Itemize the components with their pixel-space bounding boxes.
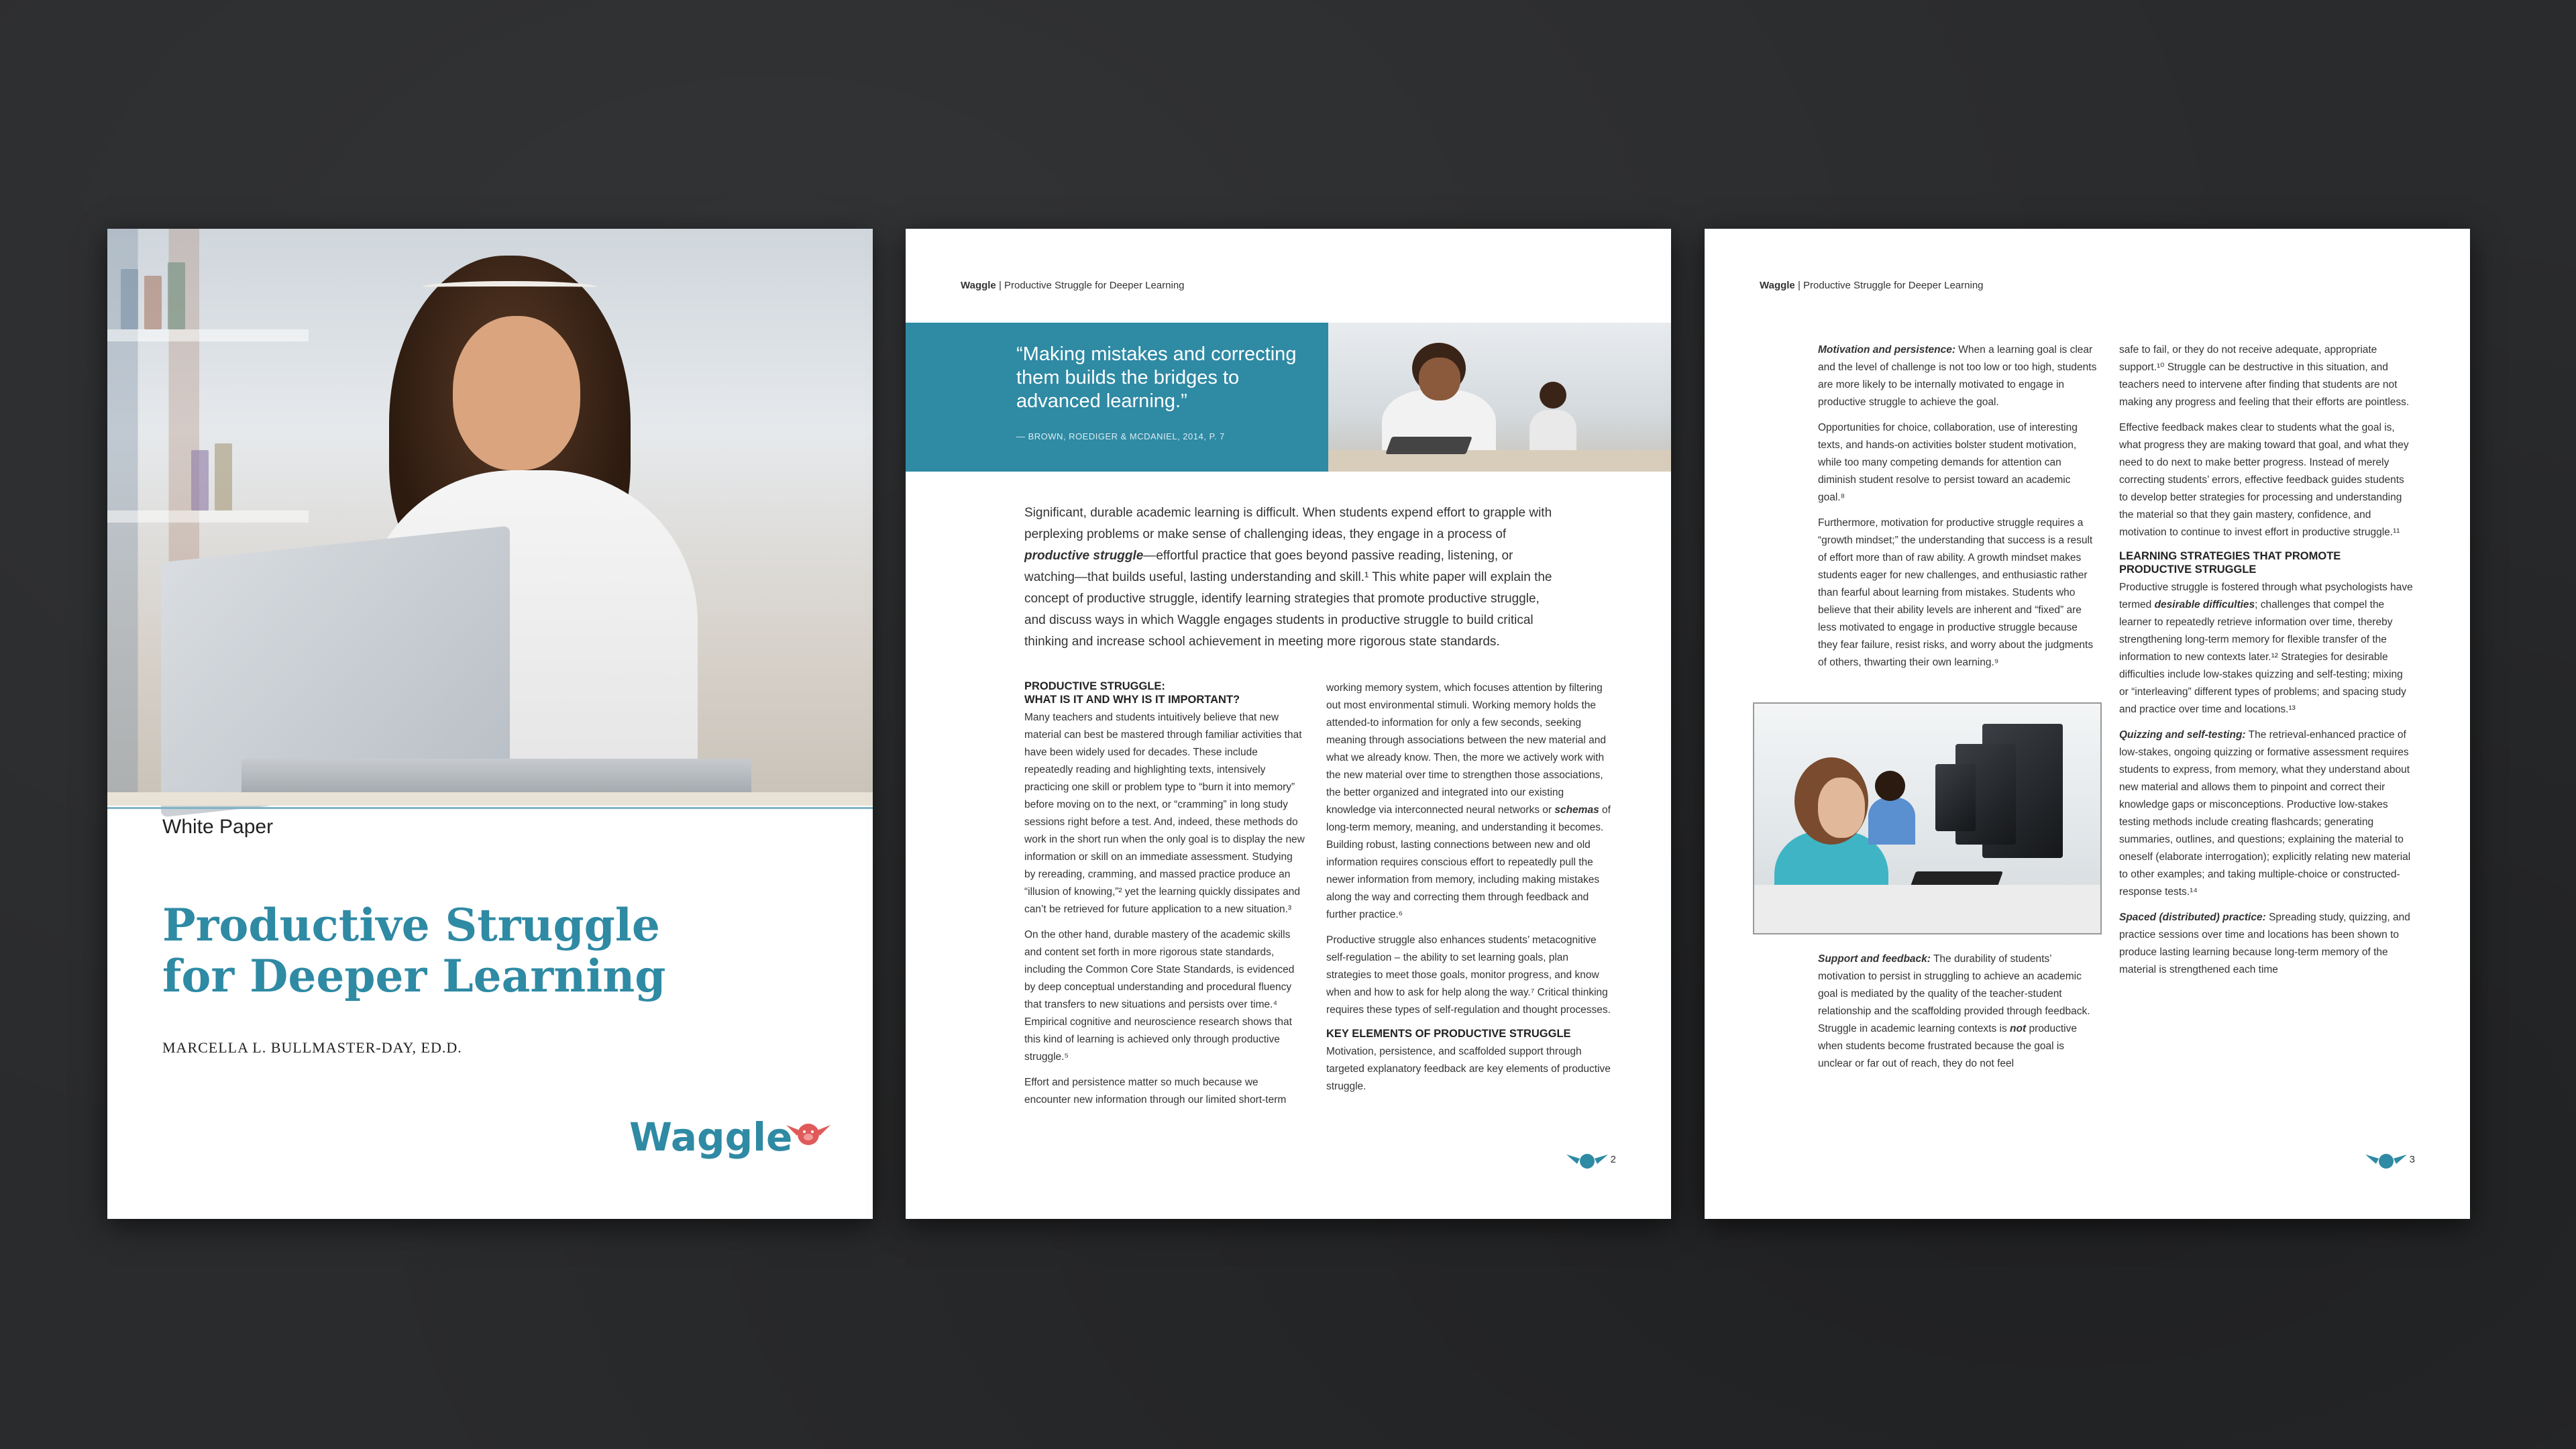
paragraph: Many teachers and students intuitively believe that new material can best be mastered through familiar activities that have been widely used for decades. These include repeatedly reading and highlighting texts, intensively practicing one skill or problem type to “burn it into memory” before moving on to the next, or “cramming” in long study sessions right before a test. And, indeed, these methods do work in the short run when the only goal is to display the new information or skill on an immediate assessment. Studying by rereading, cramming, and massed practice produce an “illusion of knowing,”² yet the learning quickly dissipates and can’t be retrieved for future application to a new situation.³ (1024, 712, 1305, 915)
running-head-title: Productive Struggle for Deeper Learning (1004, 280, 1185, 291)
desk (1328, 450, 1671, 472)
intro-paragraph (1024, 502, 1561, 653)
book (144, 276, 162, 329)
heading-line: WHAT IS IT AND WHY IS IT IMPORTANT? (1024, 694, 1240, 706)
bookshelf (107, 329, 309, 341)
running-head-separator: | (996, 280, 1005, 291)
book (168, 262, 185, 329)
paragraph-lead-in: Support and feedback: (1818, 953, 1931, 965)
paragraph (2119, 727, 2414, 901)
paragraph: On the other hand, durable mastery of the academic skills and content set forth in more rigorous state standards, including the Common Core State Standards, is evidenced by deep conceptual understanding and procedural fluency that transfers to new situations and persists over time.⁴ Empirical cognitive and neuroscience research shows that this kind of learning is achieved only through productive struggle.⁵ (1024, 929, 1295, 1063)
girl-face (1818, 777, 1865, 838)
paragraph-emphasis: desirable difficulties (2154, 599, 2255, 610)
child-head (1875, 771, 1905, 801)
paragraph (1818, 341, 2100, 411)
intro-text: —effortful practice that goes beyond passive reading, listening, or watching—that builds useful, lasting understanding and skill.¹ This white paper will explain the concept of productive struggle, identify learning strategies that promote productive struggle, and discuss ways in which Waggle engages students in productive struggle to build critical thinking and increase school achievement in meeting more rigorous state standards. (1024, 549, 1552, 649)
student-head (1540, 382, 1566, 409)
paragraph: Furthermore, motivation for productive struggle requires a “growth mindset;” the understanding that success is a result of effort more than of raw ability. A growth mindset makes students eager for new challenges, and enthusiastic rather than fearful about learning from mistakes. Students who believe that their ability levels are inherent and “fixed” are less motivated to engage in productive struggle because they fear failure, resist risks, and worry about the judgments of others, thwarting their own learning.⁹ (1818, 517, 2094, 668)
desk (1754, 885, 2102, 934)
paragraph-lead-in: Quizzing and self-testing: (2119, 729, 2246, 741)
paragraph-text: productive when students become frustrated because the goal is unclear or far out of reach, they do not feel (1818, 1023, 2077, 1069)
monitor (1935, 764, 1976, 831)
book (121, 269, 138, 329)
child-shirt (1868, 798, 1915, 845)
girl-face (453, 316, 580, 470)
headband (423, 281, 597, 293)
paragraph (1818, 951, 2100, 1073)
winged-pig-icon (785, 1116, 832, 1150)
heading-line: PRODUCTIVE STRUGGLE (2119, 564, 2257, 576)
page-number: 2 (1610, 1154, 1616, 1165)
column-right (2119, 341, 2414, 987)
paragraph-emphasis: schemas (1554, 804, 1599, 816)
column-right (1326, 680, 1615, 1104)
cover-title-line: for Deeper Learning (162, 950, 666, 1002)
running-head (1760, 280, 1984, 291)
paragraph: Effort and persistence matter so much because we encounter new information through our limited short-term (1024, 1077, 1287, 1106)
cover-photo-girl-laptop (107, 229, 873, 806)
paragraph-lead-in: Spaced (distributed) practice: (2119, 912, 2266, 923)
waggle-mark-icon (1566, 1150, 1608, 1171)
computer-lab-photo (1753, 702, 2102, 934)
paragraph-lead-in: Motivation and persistence: (1818, 344, 1955, 356)
running-head-brand: Waggle (1760, 280, 1795, 291)
paragraph-text: The retrieval-enhanced practice of low-stakes, ongoing quizzing or formative assessment requires students to express, from memory, what they understand about new material and allows them to pinpoint and correct their knowledge gaps or misconceptions. Productive low-stakes testing methods include creating flashcards; generating summaries, outlines, and questions; explaining the material to oneself (elaborate interrogation); explicitly relating new material to other examples; and taking multiple-choice or constructed-response tests.¹⁴ (2119, 729, 2411, 898)
boy-face (1419, 358, 1460, 400)
pull-quote-citation: — BROWN, ROEDIGER & MCDANIEL, 2014, P. 7 (1016, 431, 1225, 441)
running-head-brand: Waggle (961, 280, 996, 291)
paragraph (1326, 680, 1615, 924)
section-heading (1024, 680, 1306, 706)
paragraph-text: Productive struggle is fostered through what psychologists have termed (2119, 582, 2413, 610)
paragraph (2119, 909, 2414, 979)
cover-author: MARCELLA L. BULLMASTER-DAY, ED.D. (162, 1039, 462, 1056)
column-left-continued (1818, 951, 2100, 1081)
section-heading: KEY ELEMENTS OF PRODUCTIVE STRUGGLE (1326, 1028, 1571, 1040)
paragraph-text: working memory system, which focuses attention by filtering out most environmental stimuli. Working memory holds the attended-to information for only a few seconds, seeking meaning through associations between the new material and what we already know. Then, the more we actively work with the new material over time to strengthen those associations, the better organized and integrated into our existing knowledge via interconnected neural networks or (1326, 682, 1607, 816)
paragraph-text: of long-term memory, meaning, and understanding it becomes. Building robust, lasting connections between new and old information requires conscious effort to repeatedly pull the newer information from memory, including making mistakes along the way and correcting them through feedback and further practice.⁶ (1326, 804, 1611, 920)
bookshelf (107, 511, 309, 523)
paragraph-text: The durability of students’ motivation to persist in struggling to achieve an academic goal is mediated by the quality of the teacher-student relationship and the scaffolding provided through feedback. Struggle in academic learning contexts is (1818, 953, 2090, 1034)
book (215, 443, 232, 511)
running-head (961, 280, 1185, 291)
cover-title-line: Productive Struggle (162, 899, 660, 951)
paragraph: Productive struggle also enhances students’ metacognitive self-regulation – the ability to set learning goals, plan strategies to meet those goals, monitor progress, and know when and how to ask for help along the way.⁷ Critical thinking requires these types of self-regulation and thought processes. (1326, 934, 1611, 1016)
paragraph: Motivation, persistence, and scaffolded support through targeted explanatory feedback are key elements of productive struggle. (1326, 1046, 1611, 1092)
column-left (1024, 680, 1306, 1117)
tablet (1385, 437, 1472, 454)
intro-text: Significant, durable academic learning is difficult. When students expend effort to grapple with perplexing problems or make sense of challenging ideas, they engage in a process of (1024, 506, 1552, 541)
heading-line: PRODUCTIVE STRUGGLE: (1024, 680, 1165, 692)
running-head-title: Productive Struggle for Deeper Learning (1803, 280, 1984, 291)
paragraph: Opportunities for choice, collaboration, use of interesting texts, and hands-on activities bolster student motivation, while too many competing demands for attention can diminish student resolve to persist toward an academic goal.⁸ (1818, 422, 2078, 503)
intro-emphasis: productive struggle (1024, 549, 1144, 563)
document-type-label: White Paper (162, 816, 274, 838)
table (107, 792, 873, 806)
pull-quote: “Making mistakes and correcting them builds the bridges to advanced learning.” (1016, 343, 1297, 412)
section-heading (2119, 549, 2414, 576)
cover-title (162, 900, 766, 1002)
page-number: 3 (2409, 1154, 2415, 1165)
paragraph (2119, 579, 2414, 718)
paragraph-text: Spreading study, quizzing, and practice sessions over time and locations has been shown to produce lasting learning because long-term memory of the material is strengthened each time (2119, 912, 2410, 975)
paragraph-emphasis: not (2010, 1023, 2027, 1034)
column-left (1818, 341, 2100, 680)
running-head-separator: | (1794, 280, 1804, 291)
waggle-logo: Waggle (629, 1114, 793, 1160)
heading-line: LEARNING STRATEGIES THAT PROMOTE (2119, 550, 2341, 562)
classroom-photo (1328, 323, 1671, 472)
paragraph-text: ; challenges that compel the learner to repeatedly retrieve information over time, thereby strengthening long-term memory for flexible transfer of the information to new contexts later.¹² Strategies for desirable difficulties include low-stakes quizzing and self-testing; mixing or “interleaving” different types of problems; and spacing study and practice over time and locations.¹³ (2119, 599, 2406, 715)
page-2 (906, 229, 1671, 1219)
page-3 (1705, 229, 2470, 1219)
paragraph-text: When a learning goal is clear and the level of challenge is not too low or too high, students are more likely to be internally motivated to engage in productive struggle to achieve the goal. (1818, 344, 2097, 408)
paragraph: Effective feedback makes clear to students what the goal is, what progress they are making toward that goal, and what they need to do next to make better progress. Instead of merely correcting students’ errors, effective feedback guides students to develop better strategies for processing and understanding the material so that they gain mastery, confidence, and motivation to continue to invest effort in productive struggle.¹¹ (2119, 422, 2409, 538)
cover-page (107, 229, 873, 1219)
paragraph: safe to fail, or they do not receive adequate, appropriate support.¹⁰ Struggle can be destructive in this situation, and teachers need to intervene after finding that students are not making any progress and feeling that their efforts are pointless. (2119, 344, 2410, 408)
waggle-mark-icon (2365, 1150, 2407, 1171)
book (191, 450, 209, 511)
